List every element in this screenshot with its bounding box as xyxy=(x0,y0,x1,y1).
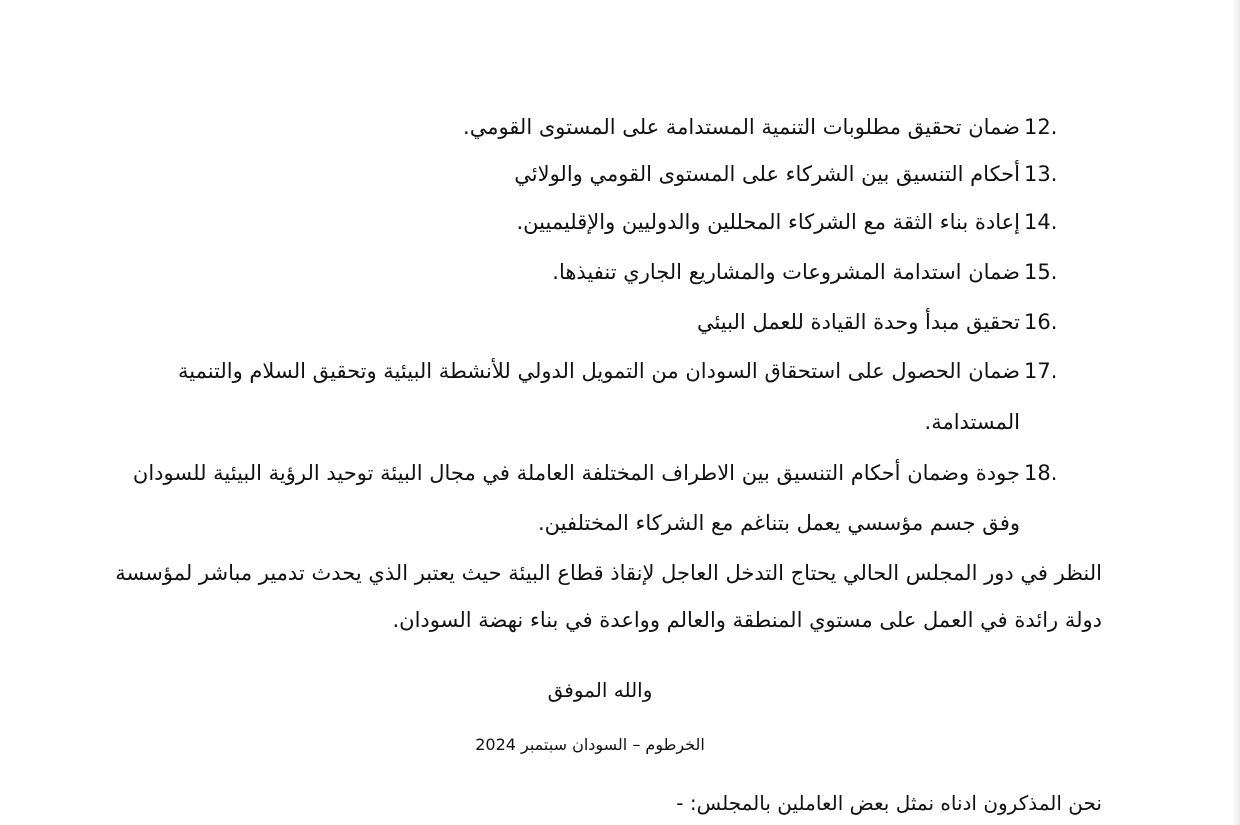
list-item-17-continuation xyxy=(68,397,1068,447)
list-item-text: إعادة بناء الثقة مع الشركاء المحللين والدوليين والإقليميين. xyxy=(516,210,1020,234)
list-item-15 xyxy=(68,247,1068,297)
list-item-text: ضمان الحصول على استحقاق السودان من التمويل الدولي للأنشطة البيئية وتحقيق السلام والتنمية xyxy=(177,359,1020,383)
sign-off: والله الموفق xyxy=(547,678,653,702)
list-item-13 xyxy=(68,149,1068,199)
list-item-12 xyxy=(68,102,1068,152)
list-item-number: 12. xyxy=(1024,115,1058,139)
place-date: الخرطوم – السودان سبتمبر 2024 xyxy=(475,735,705,754)
closing-paragraph-line-1: النظر في دور المجلس الحالي يحتاج التدخل العاجل لإنقاذ قطاع البيئة حيث يعتبر الذي يحدث تدمير مباشر لمؤسسة xyxy=(115,561,1102,585)
list-item-number: 15. xyxy=(1024,260,1058,284)
list-item-18-continuation xyxy=(68,498,1068,548)
list-item-text: تحقيق مبدأ وحدة القيادة للعمل البيئي xyxy=(696,310,1020,334)
list-item-number: 17. xyxy=(1024,359,1058,383)
list-item-16 xyxy=(68,297,1068,347)
closing-paragraph-line-2: دولة رائدة في العمل على مستوي المنطقة والعالم وواعدة في بناء نهضة السودان. xyxy=(392,608,1102,632)
page-edge-shadow xyxy=(1232,0,1240,825)
list-item-number: 13. xyxy=(1024,162,1058,186)
list-item-text: جودة وضمان أحكام التنسيق بين الاطراف المختلفة العاملة في مجال البيئة توحيد الرؤية البيئية للسودان xyxy=(132,461,1020,485)
list-item-17 xyxy=(68,346,1068,396)
list-item-number: 16. xyxy=(1024,310,1058,334)
list-item-number: 18. xyxy=(1024,461,1058,485)
list-item-text: ضمان استدامة المشروعات والمشاريع الجاري تنفيذها. xyxy=(552,260,1020,284)
list-item-text: وفق جسم مؤسسي يعمل بتناغم مع الشركاء المختلفين. xyxy=(537,511,1020,535)
signatories-intro: نحن المذكرون ادناه نمثل بعض العاملين بالمجلس: - xyxy=(676,791,1102,815)
list-item-14 xyxy=(68,197,1068,247)
list-item-18 xyxy=(0,448,1068,498)
list-item-text: المستدامة. xyxy=(924,410,1020,434)
list-item-number: 14. xyxy=(1024,210,1058,234)
list-item-text: أحكام التنسيق بين الشركاء على المستوى القومي والولائي xyxy=(514,162,1020,186)
list-item-text: ضمان تحقيق مطلوبات التنمية المستدامة على المستوى القومي. xyxy=(463,115,1020,139)
